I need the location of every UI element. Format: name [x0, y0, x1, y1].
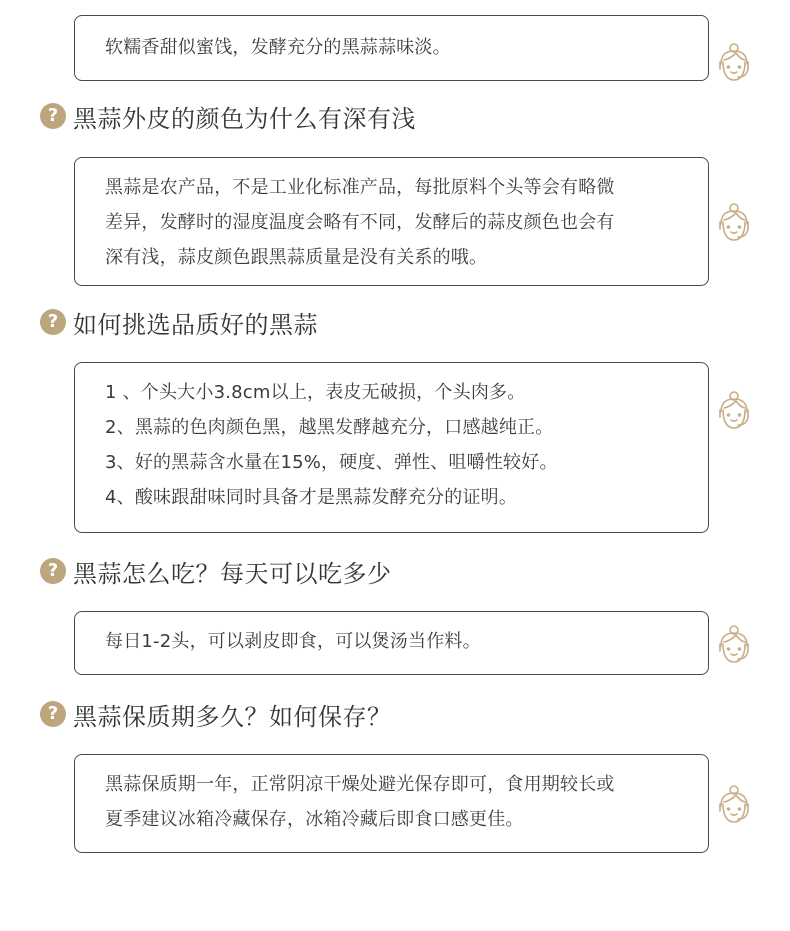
answer-line: 1 、个头大小3.8cm以上，表皮无破损，个头肉多。 [105, 382, 526, 403]
answer-box [74, 611, 709, 675]
question-mark-icon: ? [40, 309, 66, 335]
answer-line: 黑蒜是农产品，不是工业化标准产品，每批原料个头等会有略微 [105, 177, 615, 198]
question-text: 黑蒜保质期多久？如何保存？ [73, 702, 392, 731]
customer-service-avatar-icon [714, 390, 754, 432]
answer-box [74, 15, 709, 81]
customer-service-avatar-icon [714, 624, 754, 666]
answer-line: 黑蒜保质期一年，正常阴凉干燥处避光保存即可，食用期较长或 [105, 774, 615, 795]
answer-box [74, 157, 709, 286]
question-heading [40, 697, 392, 731]
customer-service-avatar-icon [714, 42, 754, 84]
question-heading [40, 99, 416, 133]
answer-line: 夏季建议冰箱冷藏保存，冰箱冷藏后即食口感更佳。 [105, 809, 524, 830]
question-text: 黑蒜外皮的颜色为什么有深有浅 [73, 104, 416, 133]
question-heading [40, 554, 392, 588]
question-text: 黑蒜怎么吃？每天可以吃多少 [73, 559, 392, 588]
question-mark-icon: ? [40, 558, 66, 584]
answer-line: 2、黑蒜的色肉颜色黑，越黑发酵越充分，口感越纯正。 [105, 417, 554, 438]
customer-service-avatar-icon [714, 784, 754, 826]
question-heading [40, 305, 318, 339]
answer-line: 深有浅，蒜皮颜色跟黑蒜质量是没有关系的哦。 [105, 247, 488, 268]
answer-box [74, 362, 709, 533]
question-mark-icon: ? [40, 701, 66, 727]
answer-line: 3、好的黑蒜含水量在15%，硬度、弹性、咀嚼性较好。 [105, 452, 558, 473]
answer-box [74, 754, 709, 853]
answer-line: 每日1-2头，可以剥皮即食，可以煲汤当作料。 [105, 631, 481, 652]
answer-line: 4、酸味跟甜味同时具备才是黑蒜发酵充分的证明。 [105, 487, 518, 508]
question-text: 如何挑选品质好的黑蒜 [73, 310, 318, 339]
customer-service-avatar-icon [714, 202, 754, 244]
answer-line: 软糯香甜似蜜饯，发酵充分的黑蒜蒜味淡。 [105, 37, 451, 58]
answer-line: 差异，发酵时的湿度温度会略有不同，发酵后的蒜皮颜色也会有 [105, 212, 615, 233]
question-mark-icon: ? [40, 103, 66, 129]
